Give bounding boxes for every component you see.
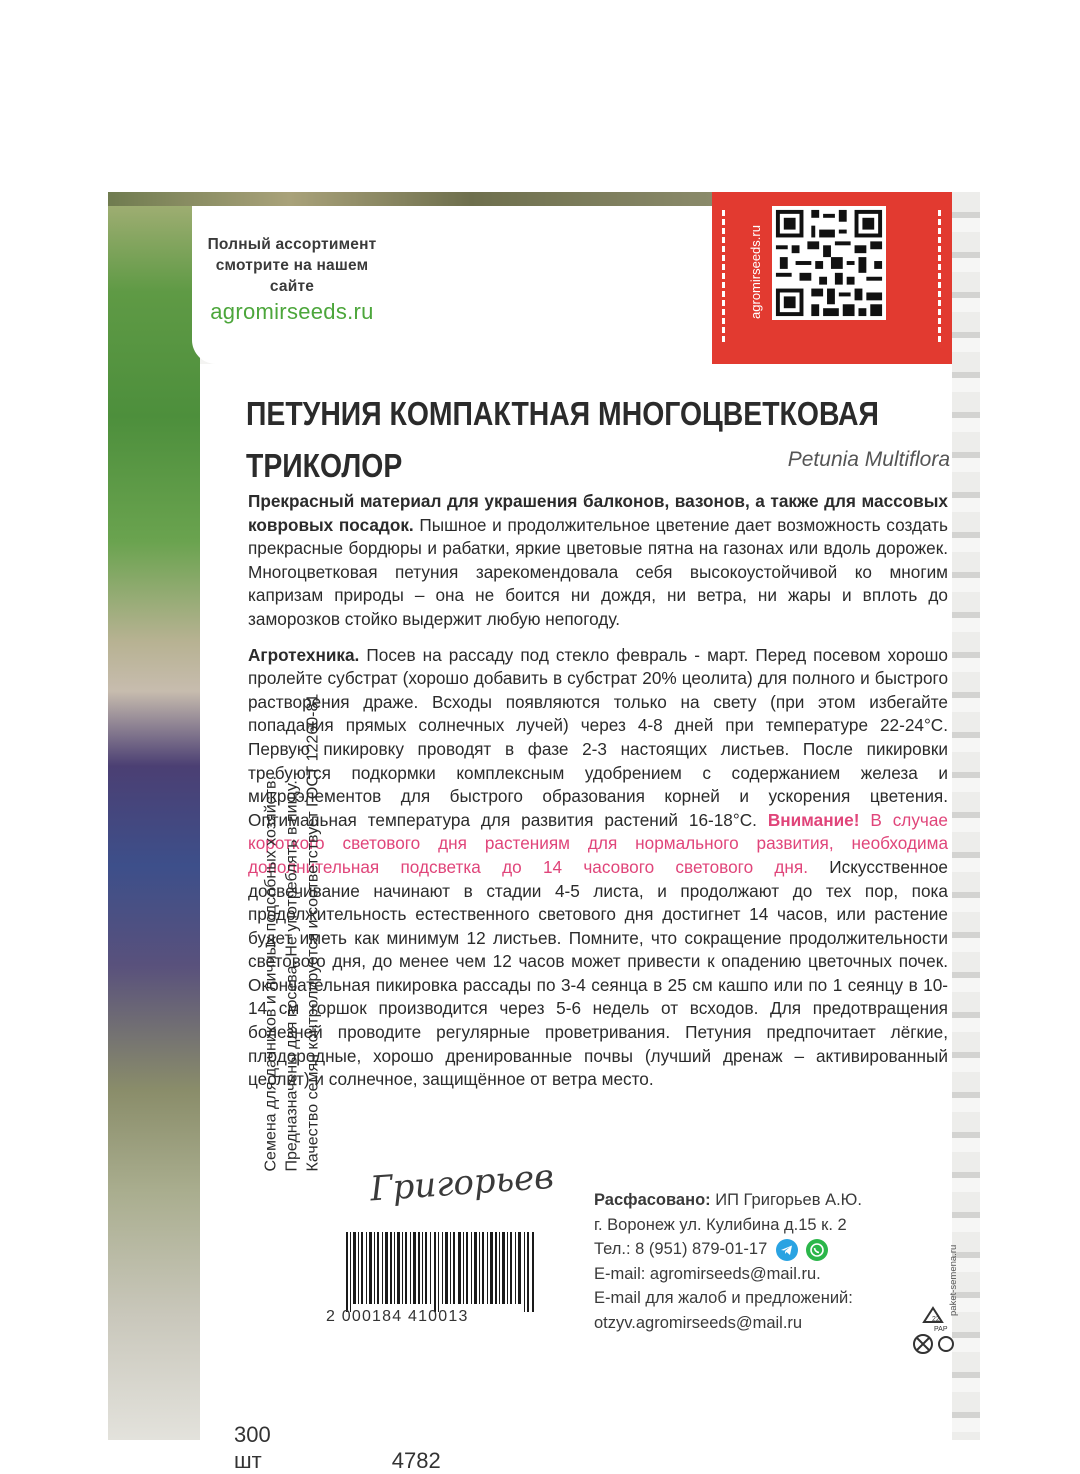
packed-label: Расфасовано: — [594, 1191, 711, 1209]
email[interactable]: E-mail: agromirseeds@mail.ru. — [594, 1264, 821, 1283]
agrotechnics-paragraph — [248, 644, 948, 1092]
phone[interactable]: Тел.: 8 (951) 879-01-17 — [594, 1240, 768, 1258]
qr-code[interactable] — [772, 206, 886, 320]
dashed-line-left — [722, 210, 725, 342]
side-note — [261, 612, 324, 1172]
dashed-line-right — [938, 210, 941, 342]
recycle-material: PAP — [934, 1326, 948, 1333]
complaints-email[interactable]: otzyv.agromirseeds@mail.ru — [594, 1313, 803, 1332]
barcode — [346, 1232, 534, 1312]
product-title-line1: ПЕТУНИЯ КОМПАКТНАЯ МНОГОЦВЕТКОВАЯ — [246, 395, 879, 432]
site-promo — [192, 234, 392, 327]
description-paragraph — [248, 490, 948, 632]
agrotechnics-text2: Искусственное досвечивание начинают в стадии 4-5 листа, и продолжают до тех пор, пока продолжительность естественного светового дня достигнет 14 часов, или растение будет иметь как минимум 12 листьев. Помните, что сокращение продолжительности светового дня, до менее чем 12 часов может привести к опадению цветочных почек. Окончательная пикировка рассады по 3-4 сеянца в 25 см кашпо или по 1 сеянцу в 10-14 см горшок производится через 5-6 недель от всходов. Для предотвращения болезней проводите регулярные проветривания. Петуния предпочитает лёгкие, плодородные, хорошо дренированные почвы (лучший дренаж – активированный цеолит) и солнечное, защищённое от ветра место. — [248, 856, 948, 1090]
warning-label: Внимание! — [767, 809, 860, 830]
packed-by — [594, 1188, 924, 1213]
description-text: Пышное и продолжительное цветение дает возможность создать прекрасные бордюры и рабатки, яркие цветовые пятна на газонах или вдоль дорожек. Многоцветковая петуния зарекомендовала себя высокоустойчивой ко многим капризам природы – она не боится ни дождя, ни ветра, ни жары и вплоть до заморозков стойко выдержит любую непогоду. — [248, 514, 948, 629]
complaints-label: E-mail для жалоб и предложений: — [594, 1289, 853, 1307]
recycle-code: 22 — [932, 1316, 940, 1323]
qr-vertical-url: agromirseeds.ru — [748, 225, 763, 319]
brand-signature: Григорьев — [368, 1156, 556, 1210]
barcode-number: 2 000184 410013 — [326, 1308, 469, 1325]
side-note-line3: Качество семян контролируется и соответствует ГОСТ 12260-81 — [304, 693, 322, 1172]
side-note-line2: Предназначены для посева. Не употреблять в пищу. — [283, 780, 301, 1172]
flower-photo-strip — [108, 192, 200, 1440]
seed-count: 300 шт — [234, 1422, 271, 1473]
description-lead: Прекрасный материал для украшения балконов, вазонов, а также для массовых ковровых посадок. — [248, 491, 948, 535]
site-promo-line2: смотрите на нашем сайте — [215, 257, 369, 295]
bottom-info — [234, 1422, 534, 1474]
packet-code: 4782 — [391, 1448, 441, 1473]
product-description — [248, 490, 948, 1104]
side-note-line1: Семена для дачников и личных подсобных хозяйств. — [262, 776, 280, 1172]
product-title-line2: ТРИКОЛОР — [246, 447, 403, 484]
contact-info — [594, 1188, 924, 1335]
packed-value: ИП Григорьев А.Ю. — [710, 1191, 862, 1209]
address: г. Воронеж ул. Кулибина д.15 к. 2 — [594, 1215, 847, 1234]
site-promo-line1: Полный ассортимент — [207, 236, 377, 253]
phone-row — [594, 1237, 924, 1262]
warning-text: В случае короткого светового дня растениям для нормального развития, необходима дополнительная подсветка до 14 часового светового дня. — [248, 809, 948, 877]
paket-maker: paket-semena.ru — [948, 1244, 959, 1316]
agrotechnics-text1: Посев на рассаду под стекло февраль - март. Перед посевом хорошо пролейте субстрат (хорошо добавить в субстрат 20% цеолита) для полного и быстрого растворения драже. Всходы появляются только на свету (при этом избегайте попадания прямых солнечных лучей) через 4-8 дней при температуре 22-24°С. Первую пикировку проводят в фазе 2-3 настоящих листьев. После пикировки требуются подкормки комплексным удобрением с содержанием железа и микроэлементов для быстрого образования корней и ускорения цветения. Оптимальная температура для развития растений 16-18°С. — [248, 644, 948, 830]
whatsapp-icon[interactable] — [806, 1239, 828, 1261]
site-url-link[interactable]: agromirseeds.ru — [210, 299, 374, 324]
flower-photo-top-edge — [108, 192, 712, 206]
telegram-icon[interactable] — [776, 1239, 798, 1261]
latin-name: Petunia Multiflora — [787, 448, 950, 471]
agrotechnics-label: Агротехника. — [248, 644, 360, 665]
